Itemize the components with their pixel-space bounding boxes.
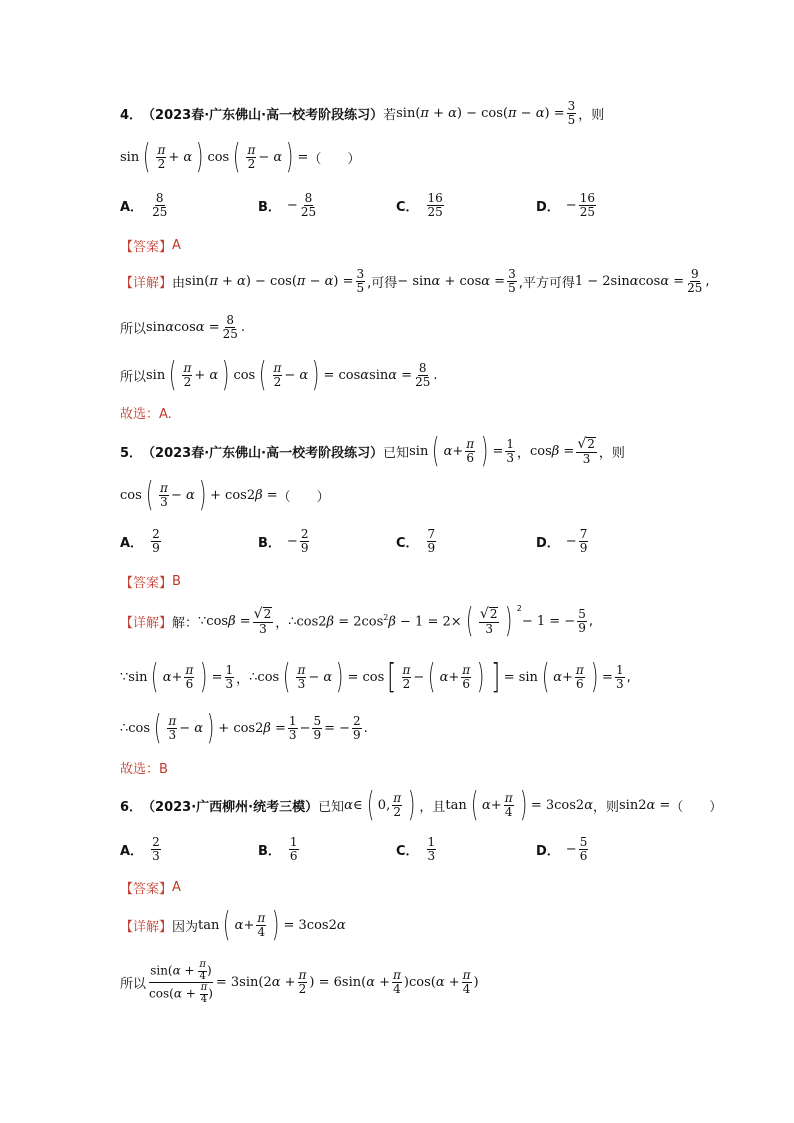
q6-option-c[interactable]: C． $\frac{1}{3}$ xyxy=(396,835,436,863)
q4-number: 4． xyxy=(120,107,143,123)
q4-stem-fraction: $\frac{3}{5}$ xyxy=(567,99,576,127)
q5-stem-line2: cos ( $\frac{\pi}{3}$ − α ) + cos2β = （ ） xyxy=(120,475,330,515)
q5-option-d[interactable]: D． − $\frac{7}{9}$ xyxy=(536,527,588,555)
q5-source: （2023春·广东佛山·高一校考阶段练习） xyxy=(142,445,384,461)
q4-option-c[interactable]: C． $\frac{16}{25}$ xyxy=(396,191,443,219)
q5-stem-pre: 已知 xyxy=(383,445,410,461)
q4-answer: 【答案】 A xyxy=(120,238,181,255)
q4-stem-post: ，则 xyxy=(578,107,605,123)
q5-detail-line1: 【详解】 解： ∵cosβ = √ 2 3 ， ∴cos2β = $2\cos^2\beta - 1 = 2\times$ ( √ 2 3 ) $^2$ − 1 = − $\frac{5}{9}$ , xyxy=(120,601,593,641)
q5-number: 5． xyxy=(120,445,143,461)
q6-detail-line1: 【详解】 因为 tan ( α + $\frac{\pi}{4}$ ) = 3cos2α xyxy=(120,905,346,945)
q6-option-a[interactable]: A． $\frac{2}{3}$ xyxy=(120,835,160,863)
q5-stem: 5． （2023春·广东佛山·高一校考阶段练习） 已知 sin ( α + $\frac{\pi}{6}$ ) = $\frac{1}{3}$ ， cosβ = √ 2 3 ，则 xyxy=(120,431,625,471)
q4-detail-line1: 【详解】 由 sin(π + α) − cos(π − α) = $\frac{3}{5}$ ,可得 − sinα + cosα = $\frac{3}{5}$ ,平方可得 1 − 2sinαcosα = $\frac{9}{25}$ , xyxy=(120,267,710,295)
q5-option-a[interactable]: A． $\frac{2}{9}$ xyxy=(120,527,160,555)
q6-paren: （ ） xyxy=(670,799,723,815)
q6-number: 6． xyxy=(120,799,143,815)
q4-paren: （ ） xyxy=(308,151,361,167)
q4-option-b[interactable]: B． − $\frac{8}{25}$ xyxy=(258,191,317,219)
q4-option-d[interactable]: D． − $\frac{16}{25}$ xyxy=(536,191,595,219)
q5-choose: 故选：B xyxy=(120,762,168,777)
q6-source: （2023·广西柳州·统考三模） xyxy=(142,799,319,815)
q6-option-d[interactable]: D． − $\frac{5}{6}$ xyxy=(536,835,588,863)
q6-stem: 6． （2023·广西柳州·统考三模） 已知 α ∈ ( 0, $\frac{\pi}{2}$ ) ，且 tan ( α + $\frac{\pi}{4}$ ) = 3cos2α ，则 sin2α = （ ） xyxy=(120,785,723,825)
q5-option-b[interactable]: B． − $\frac{2}{9}$ xyxy=(258,527,309,555)
q5-detail-line2: ∵sin ( α + $\frac{\pi}{6}$ ) = $\frac{1}{3}$ ， ∴cos ( $\frac{\pi}{3}$ − α ) = cos [ $\frac{\pi}{2}$ − ( α + $\frac{\pi}{6}$ ) ] = sin ( α + $\frac{\pi}{6}$ ) = $\frac{1}{3}$ , xyxy=(120,657,631,697)
q4-stem-formula: sin(π + α) − cos(π − α) = xyxy=(396,105,565,121)
q6-detail-line2: 所以 sin(α + $\frac{\pi}{4}$ ) cos(α + $\frac{\pi}{4}$ ) = 3sin(2α + $\frac{\pi}{2}$ ) = 6sin(α + $\frac{\pi}{4}$ )cos(α + $\frac{\pi}{4}$ ) xyxy=(120,959,479,1005)
q5-answer: 【答案】 B xyxy=(120,574,181,591)
q5-detail-line3: ∴cos ( $\frac{\pi}{3}$ − α ) + cos2β = $\frac{1}{3}$ − $\frac{5}{9}$ = − $\frac{2}{9}$ . xyxy=(120,708,368,748)
q4-stem xyxy=(120,100,604,126)
q4-detail-line2: 所以 sinαcosα = $\frac{8}{25}$ . xyxy=(120,313,246,341)
q4-source: （2023春·广东佛山·高一校考阶段练习） xyxy=(142,107,384,123)
q4-stem-pre: 若 xyxy=(383,107,397,123)
q4-choose: 故选：A. xyxy=(120,407,172,422)
q5-option-c[interactable]: C． $\frac{7}{9}$ xyxy=(396,527,436,555)
q4-option-a[interactable]: A． $\frac{8}{25}$ xyxy=(120,191,168,219)
q4-detail-line3: 所以 sin ( $\frac{\pi}{2}$ + α ) cos ( $\frac{\pi}{2}$ − α ) = cosαsinα = $\frac{8}{25}$ . xyxy=(120,355,438,395)
q6-answer: 【答案】 A xyxy=(120,880,181,897)
q6-option-b[interactable]: B． $\frac{1}{6}$ xyxy=(258,835,298,863)
q5-paren: （ ） xyxy=(277,489,330,505)
q4-stem-line2: sin ( $\frac{\pi}{2}$ + α ) cos ( $\frac{\pi}{2}$ − α ) = （ ） xyxy=(120,137,361,177)
